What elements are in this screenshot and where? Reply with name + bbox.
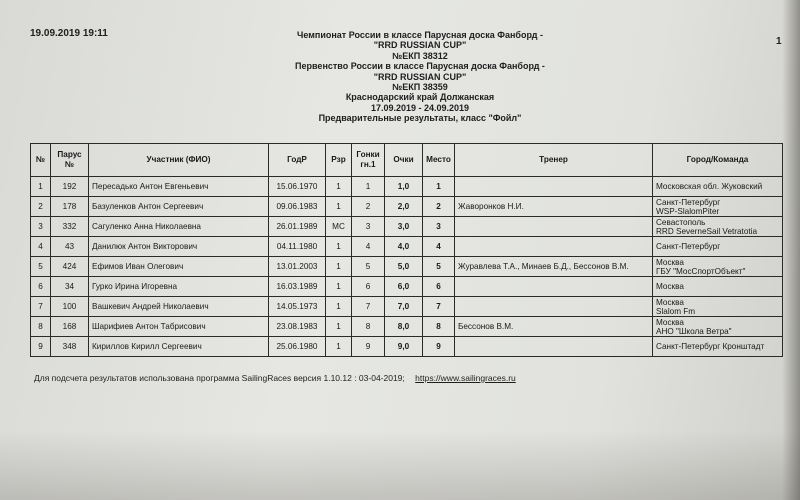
cell-place: 7 — [423, 297, 455, 317]
cell-city — [653, 297, 783, 317]
table-row — [31, 177, 783, 197]
cell-num: 9 — [31, 337, 51, 357]
cell-race1: 2 — [352, 197, 385, 217]
cell-rank: 1 — [326, 237, 352, 257]
cell-city-line2: Slalom Fm — [656, 306, 696, 316]
cell-num: 8 — [31, 317, 51, 337]
cell-sail: 100 — [51, 297, 89, 317]
cell-coach — [455, 297, 653, 317]
cell-race1: 4 — [352, 237, 385, 257]
cell-rank: 1 — [326, 177, 352, 197]
footer-link[interactable]: https://www.sailingraces.ru — [415, 373, 516, 383]
cell-coach: Журавлева Т.А., Минаев Б.Д., Бессонов В.М. — [455, 257, 653, 277]
table-row — [31, 297, 783, 317]
table-row — [31, 317, 783, 337]
cell-num: 4 — [31, 237, 51, 257]
col-header-races-line2: гн.1 — [360, 160, 376, 169]
cell-coach — [455, 277, 653, 297]
cell-place: 3 — [423, 217, 455, 237]
table-header-row — [31, 144, 783, 177]
col-header-points: Очки — [385, 144, 423, 177]
cell-sail: 424 — [51, 257, 89, 277]
cell-city-line1: Москва — [656, 297, 684, 307]
cell-race1: 7 — [352, 297, 385, 317]
print-date: 19.09.2019 19:11 — [30, 28, 108, 39]
cell-place: 6 — [423, 277, 455, 297]
cell-city-line1: Москва — [656, 282, 684, 291]
cell-race1: 1 — [352, 177, 385, 197]
cell-name: Вашкевич Андрей Николаевич — [89, 297, 269, 317]
cell-num: 6 — [31, 277, 51, 297]
col-header-birth: ГодР — [269, 144, 326, 177]
table-row — [31, 337, 783, 357]
cell-name: Базуленков Антон Сергеевич — [89, 197, 269, 217]
cell-name: Кириллов Кирилл Сергеевич — [89, 337, 269, 357]
paper-bottom-shade — [0, 430, 800, 500]
cell-num: 1 — [31, 177, 51, 197]
cell-name: Гурко Ирина Игоревна — [89, 277, 269, 297]
col-header-participant: Участник (ФИО) — [89, 144, 269, 177]
table-row — [31, 197, 783, 217]
cell-sail: 34 — [51, 277, 89, 297]
header-line-3: №ЕКП 38312 — [392, 50, 448, 61]
header-line-2: "RRD RUSSIAN CUP" — [373, 40, 467, 51]
cell-race1: 6 — [352, 277, 385, 297]
header-line-1: Чемпионат России в классе Парусная доска Фанборд - — [297, 30, 543, 40]
table-row — [31, 237, 783, 257]
cell-city — [653, 257, 783, 277]
cell-coach — [455, 337, 653, 357]
cell-points: 7,0 — [385, 297, 423, 317]
cell-name: Данилюк Антон Викторович — [89, 237, 269, 257]
paper-edge-shadow — [782, 0, 800, 500]
cell-place: 5 — [423, 257, 455, 277]
cell-sail: 178 — [51, 197, 89, 217]
cell-city-line1: Московская обл. Жуковский — [656, 182, 763, 191]
cell-race1: 8 — [352, 317, 385, 337]
cell-city — [653, 177, 783, 197]
cell-sail: 348 — [51, 337, 89, 357]
footer-text: Для подсчета результатов использована программа SailingRaces версия 1.10.12 : 03-04-2019; — [34, 373, 405, 383]
cell-coach — [455, 217, 653, 237]
table-row — [31, 277, 783, 297]
cell-race1: 3 — [352, 217, 385, 237]
cell-sail: 192 — [51, 177, 89, 197]
cell-coach — [455, 237, 653, 257]
col-header-races-line1: Гонки — [356, 150, 380, 159]
header-line-6: №ЕКП 38359 — [392, 82, 448, 93]
cell-city-line1: Москва — [656, 317, 684, 327]
cell-birth: 25.06.1980 — [269, 337, 326, 357]
cell-sail: 43 — [51, 237, 89, 257]
cell-points: 3,0 — [385, 217, 423, 237]
footer-note — [34, 373, 516, 383]
cell-points: 5,0 — [385, 257, 423, 277]
cell-city — [653, 337, 783, 357]
header-line-7: Краснодарский край Должанская — [345, 92, 495, 103]
cell-place: 8 — [423, 317, 455, 337]
cell-points: 8,0 — [385, 317, 423, 337]
cell-birth: 15.06.1970 — [269, 177, 326, 197]
cell-points: 4,0 — [385, 237, 423, 257]
cell-num: 2 — [31, 197, 51, 217]
cell-points: 6,0 — [385, 277, 423, 297]
cell-points: 9,0 — [385, 337, 423, 357]
cell-place: 2 — [423, 197, 455, 217]
col-header-sail-line2: № — [64, 160, 75, 169]
cell-race1: 9 — [352, 337, 385, 357]
cell-sail: 332 — [51, 217, 89, 237]
cell-city-line1: Санкт-Петербург — [656, 242, 721, 251]
cell-race1: 5 — [352, 257, 385, 277]
col-header-races — [352, 144, 385, 177]
cell-coach: Бессонов В.М. — [455, 317, 653, 337]
cell-rank: 1 — [326, 297, 352, 317]
cell-rank: 1 — [326, 257, 352, 277]
cell-rank: МС — [326, 217, 352, 237]
cell-place: 1 — [423, 177, 455, 197]
cell-city — [653, 237, 783, 257]
cell-city — [653, 217, 783, 237]
col-header-sail-line1: Парус — [57, 150, 82, 159]
document-header — [200, 30, 640, 124]
cell-sail: 168 — [51, 317, 89, 337]
col-header-coach: Тренер — [455, 144, 653, 177]
results-table — [30, 143, 783, 357]
col-header-rank: Рзр — [326, 144, 352, 177]
header-line-4: Первенство России в классе Парусная доска Фанборд - — [295, 61, 545, 72]
cell-city — [653, 317, 783, 337]
cell-rank: 1 — [326, 277, 352, 297]
table-row — [31, 217, 783, 237]
cell-city-line1: Санкт-Петербург Кронштадт — [656, 342, 765, 351]
cell-rank: 1 — [326, 197, 352, 217]
cell-rank: 1 — [326, 337, 352, 357]
cell-city — [653, 197, 783, 217]
page-number: 1 — [776, 36, 782, 47]
cell-name: Шарифиев Антон Табрисович — [89, 317, 269, 337]
cell-name: Ефимов Иван Олегович — [89, 257, 269, 277]
col-header-sail — [51, 144, 89, 177]
cell-name: Пересадько Антон Евгеньевич — [89, 177, 269, 197]
cell-city-line1: Севастополь — [656, 217, 706, 227]
cell-city-line2: RRD SeverneSail Vetratotia — [656, 226, 758, 236]
col-header-num: № — [31, 144, 51, 177]
cell-city-line1: Москва — [656, 257, 684, 267]
cell-num: 7 — [31, 297, 51, 317]
cell-coach — [455, 177, 653, 197]
cell-city-line2: WSP-SlalomPiter — [656, 206, 720, 216]
cell-place: 4 — [423, 237, 455, 257]
cell-birth: 14.05.1973 — [269, 297, 326, 317]
col-header-city: Город/Команда — [653, 144, 783, 177]
cell-city-line2: ГБУ "МосСпортОбъект" — [656, 266, 746, 276]
cell-points: 1,0 — [385, 177, 423, 197]
cell-birth: 04.11.1980 — [269, 237, 326, 257]
cell-birth: 23.08.1983 — [269, 317, 326, 337]
cell-birth: 16.03.1989 — [269, 277, 326, 297]
table-row — [31, 257, 783, 277]
cell-city — [653, 277, 783, 297]
header-line-5: "RRD RUSSIAN CUP" — [373, 71, 467, 82]
cell-rank: 1 — [326, 317, 352, 337]
cell-num: 3 — [31, 217, 51, 237]
cell-city-line2: АНО "Школа Ветра" — [656, 326, 732, 336]
col-header-place: Место — [423, 144, 455, 177]
cell-birth: 13.01.2003 — [269, 257, 326, 277]
cell-place: 9 — [423, 337, 455, 357]
cell-name: Сагуленко Анна Николаевна — [89, 217, 269, 237]
cell-birth: 09.06.1983 — [269, 197, 326, 217]
cell-birth: 26.01.1989 — [269, 217, 326, 237]
cell-points: 2,0 — [385, 197, 423, 217]
header-line-9: Предварительные результаты, класс "Фойл" — [318, 113, 522, 124]
cell-city-line1: Санкт-Петербург — [656, 197, 721, 207]
cell-coach: Жаворонков Н.И. — [455, 197, 653, 217]
cell-num: 5 — [31, 257, 51, 277]
header-line-8: 17.09.2019 - 24.09.2019 — [370, 102, 470, 113]
